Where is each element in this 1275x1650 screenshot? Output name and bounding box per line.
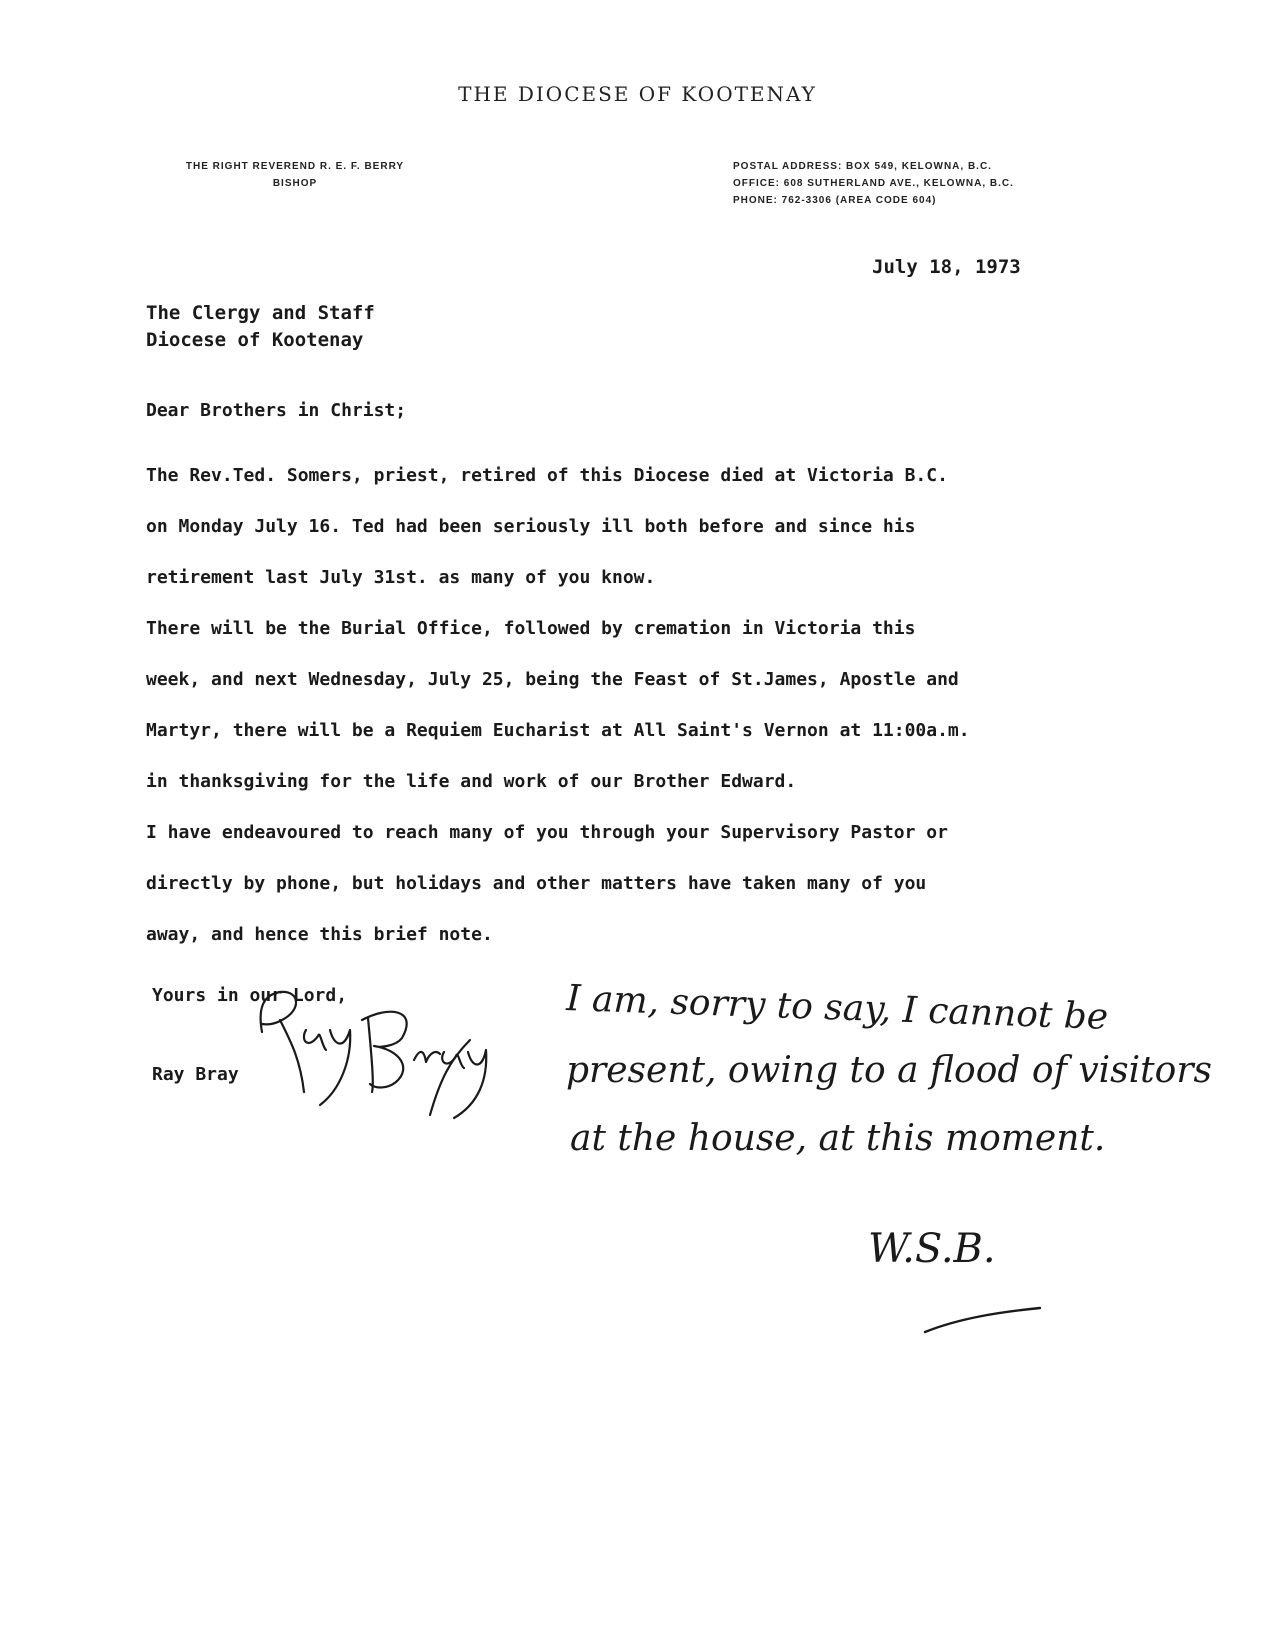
- signature-ray-bray: [261, 992, 487, 1118]
- recipient-line: Diocese of Kootenay: [146, 329, 364, 351]
- postal-address: POSTAL ADDRESS: BOX 549, KELOWNA, B.C.: [733, 161, 992, 172]
- closing: Yours in our Lord,: [152, 985, 348, 1006]
- body-line: on Monday July 16. Ted had been seriously ill both before and since his: [146, 516, 916, 537]
- salutation: Dear Brothers in Christ;: [146, 400, 407, 421]
- body-line: directly by phone, but holidays and other matters have taken many of you: [146, 873, 927, 894]
- bishop-title: BISHOP: [272, 178, 318, 189]
- recipient-line: The Clergy and Staff: [146, 302, 375, 324]
- body-line: The Rev.Ted. Somers, priest, retired of this Diocese died at Victoria B.C.: [146, 465, 948, 486]
- handwritten-note-line: at the house, at this moment.: [570, 1118, 1106, 1159]
- body-line: away, and hence this brief note.: [146, 924, 493, 945]
- handwritten-initials: W.S.B.: [868, 1226, 996, 1272]
- office-address: OFFICE: 608 SUTHERLAND AVE., KELOWNA, B.C.: [733, 178, 1014, 189]
- body-line: week, and next Wednesday, July 25, being the Feast of St.James, Apostle and: [146, 669, 959, 690]
- phone-number: PHONE: 762-3306 (AREA CODE 604): [733, 195, 937, 206]
- body-line: There will be the Burial Office, followed by cremation in Victoria this: [146, 618, 916, 639]
- letterhead-title: THE DIOCESE OF KOOTENAY: [458, 82, 817, 106]
- handwritten-note-line: present, owing to a flood of visitors: [566, 1050, 1212, 1091]
- body-line: Martyr, there will be a Requiem Eucharist at All Saint's Vernon at 11:00a.m.: [146, 720, 970, 741]
- handwritten-note-line: I am, sorry to say, I cannot be: [565, 978, 1109, 1038]
- letter-date: July 18, 1973: [872, 256, 1021, 278]
- body-line: in thanksgiving for the life and work of our Brother Edward.: [146, 771, 797, 792]
- body-line: I have endeavoured to reach many of you through your Supervisory Pastor or: [146, 822, 948, 843]
- bishop-name: THE RIGHT REVEREND R. E. F. BERRY: [185, 161, 405, 172]
- handwritten-note: [565, 978, 1212, 1272]
- signer-name: Ray Bray: [152, 1064, 239, 1085]
- body-line: retirement last July 31st. as many of you know.: [146, 567, 656, 588]
- initials-underline: [925, 1308, 1040, 1332]
